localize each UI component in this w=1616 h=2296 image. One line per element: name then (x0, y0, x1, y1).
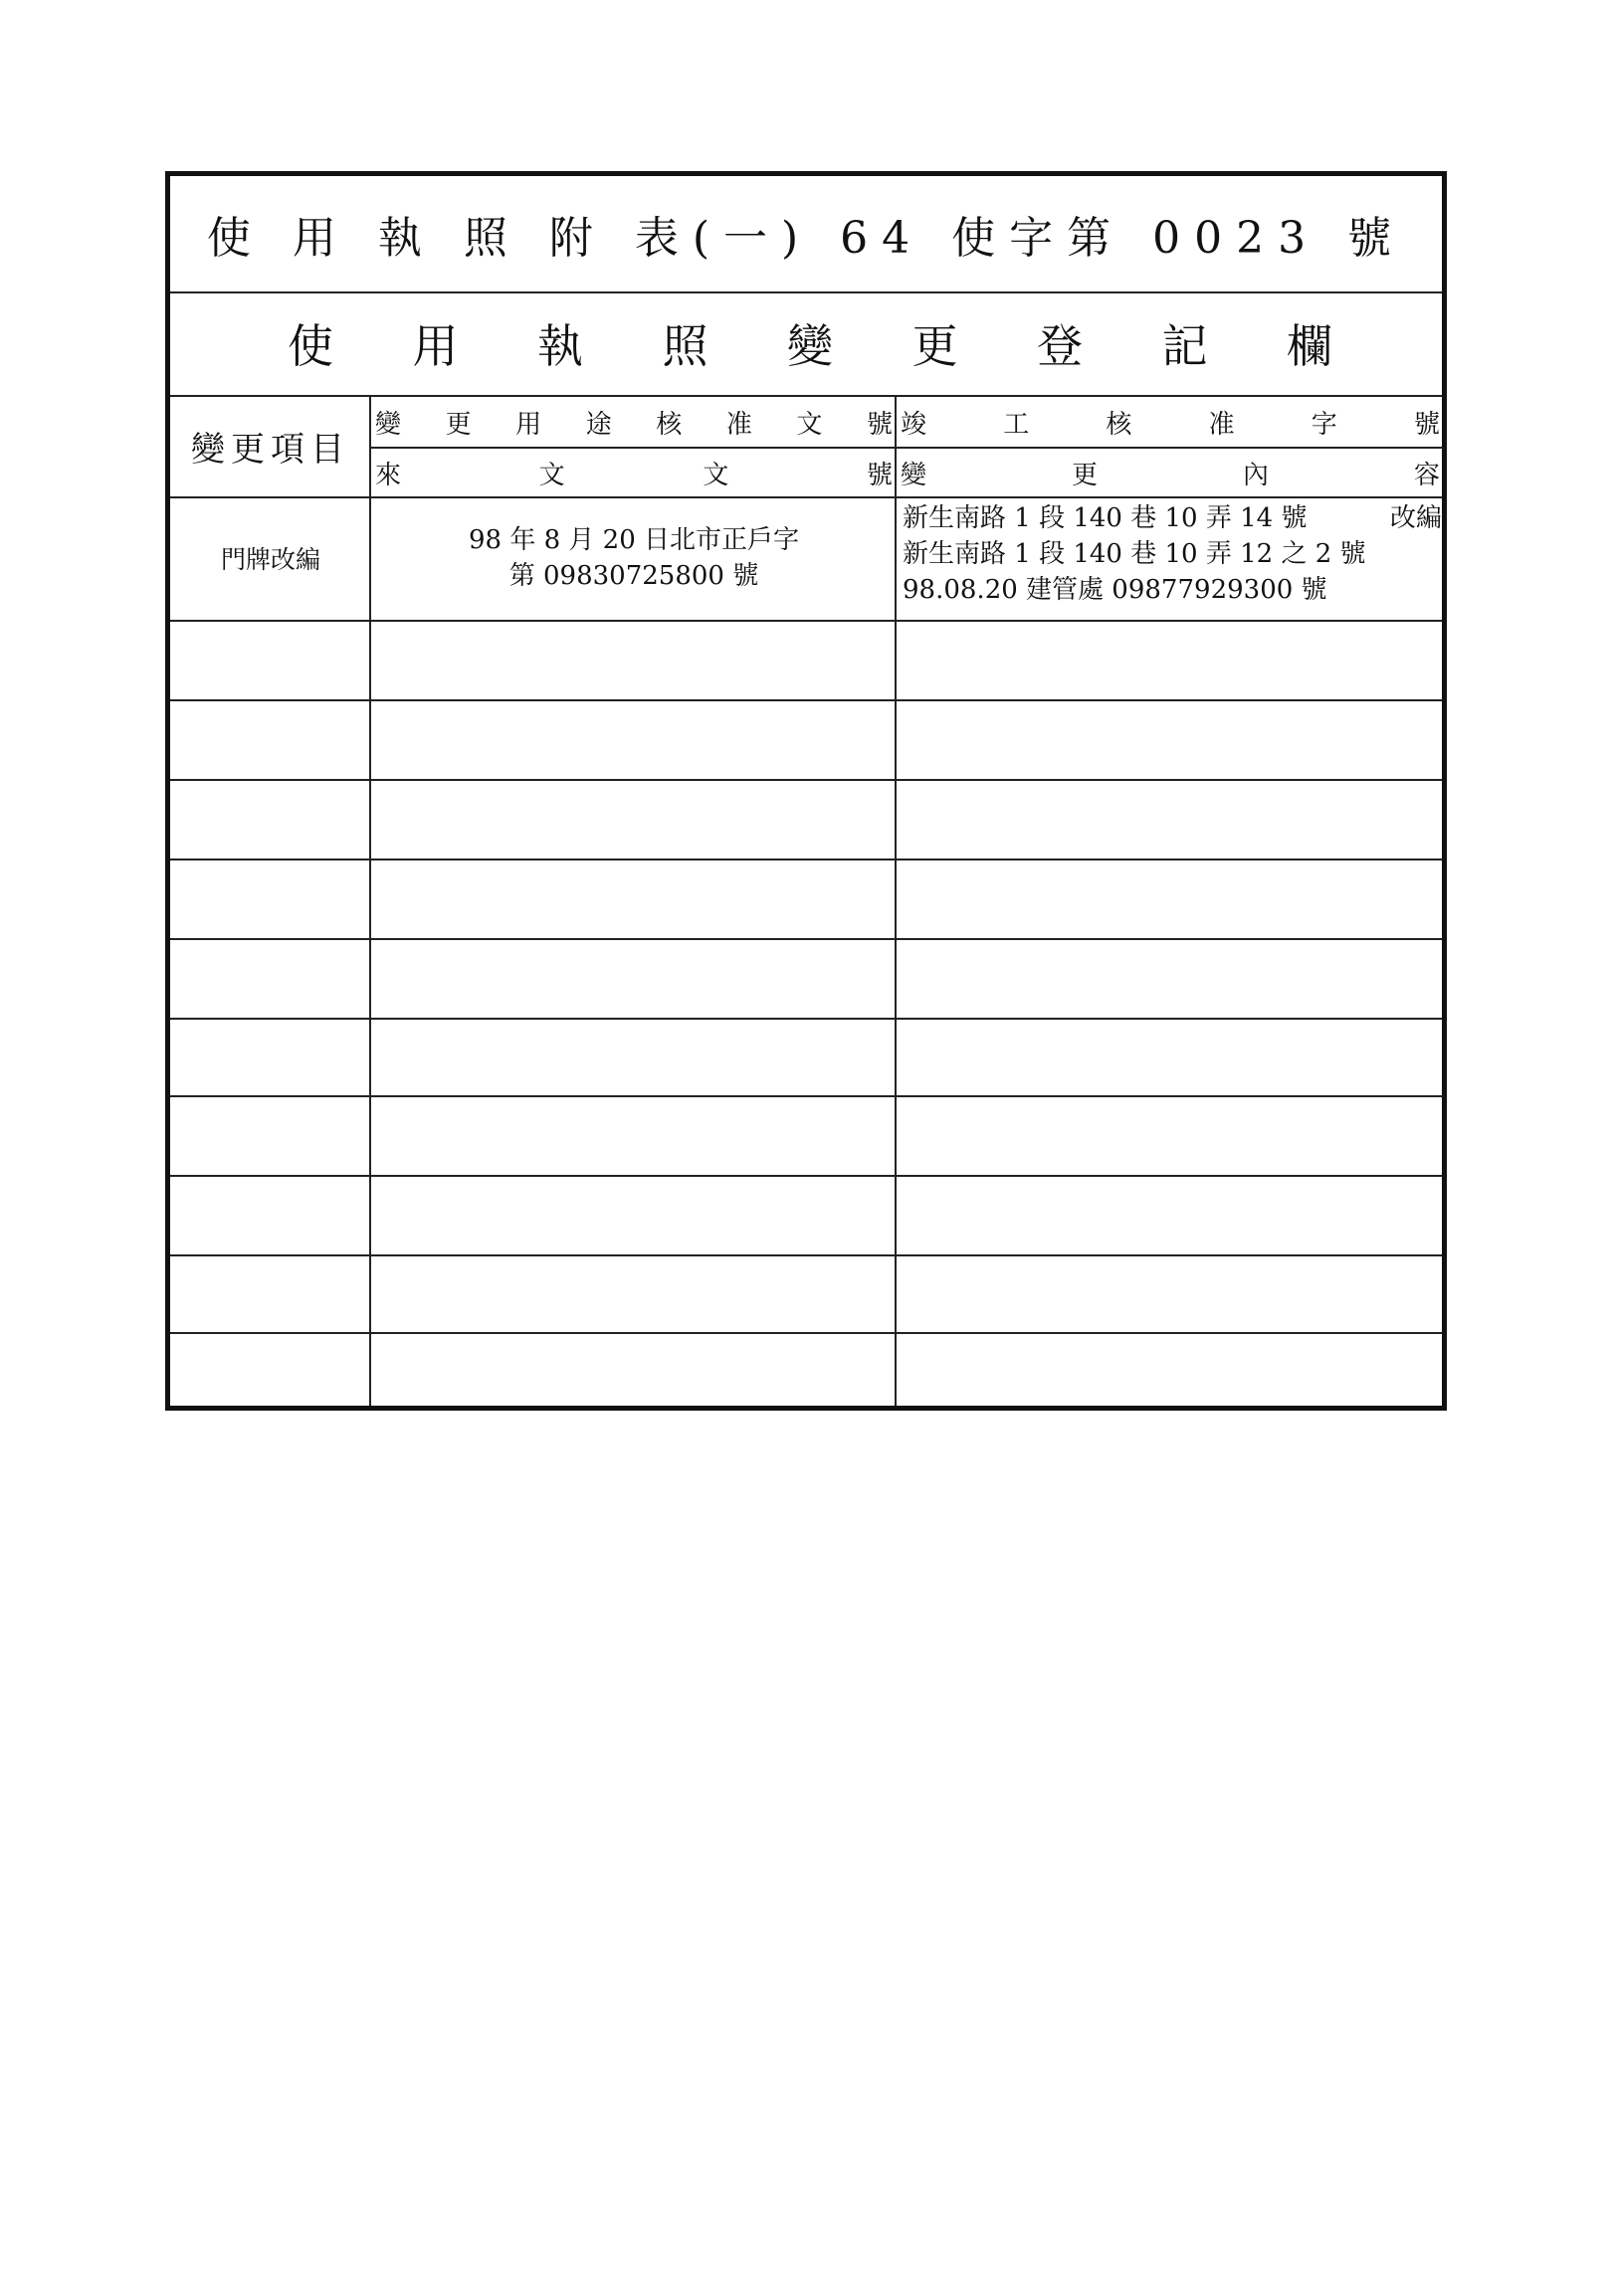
row-change-item: 門牌改編 (220, 545, 320, 574)
header-approval-no (373, 397, 895, 447)
header-char: 變 (375, 409, 402, 440)
divider (170, 1018, 1442, 1020)
divider (170, 1332, 1442, 1334)
divider (170, 779, 1442, 781)
divider (170, 859, 1442, 861)
source-line: 98 年 8 月 20 日北市正戶字 (468, 525, 800, 555)
change-registration-form (165, 171, 1447, 1411)
content-line: 98.08.20 建管處 09877929300 號 (903, 575, 1327, 605)
section-title-char: 變 (787, 319, 833, 373)
header-char: 內 (1242, 460, 1269, 490)
section-title-char: 照 (662, 319, 708, 373)
section-title-char: 更 (911, 319, 958, 373)
divider (170, 938, 1442, 940)
header-char: 准 (725, 409, 752, 440)
content-line: 新生南路 1 段 140 巷 10 弄 12 之 2 號 (903, 539, 1366, 569)
header-char: 容 (1413, 460, 1440, 490)
header-char: 文 (703, 460, 729, 490)
row-source-no (371, 496, 897, 620)
header-char: 號 (1413, 409, 1440, 440)
header-char: 更 (1071, 460, 1098, 490)
header-char: 用 (515, 409, 542, 440)
form-title: 使 用 執 照 附 表(一) 64 使字第 0023 號 (206, 213, 1406, 264)
header-char: 更 (445, 409, 472, 440)
header-char: 核 (656, 409, 683, 440)
header-char: 字 (1311, 409, 1337, 440)
divider (170, 1175, 1442, 1177)
header-change-item: 變更項目 (191, 429, 350, 470)
header-source-no (373, 449, 895, 496)
content-line (903, 500, 1442, 536)
content-tail: 改編 (1389, 503, 1442, 533)
header-char: 來 (375, 460, 402, 490)
divider (371, 447, 1442, 449)
source-line: 第 09830725800 號 (508, 561, 759, 591)
header-char: 竣 (901, 409, 927, 440)
header-change-content (899, 449, 1442, 496)
header-char: 號 (866, 460, 893, 490)
header-char: 文 (796, 409, 823, 440)
section-title-char: 記 (1161, 319, 1208, 373)
section-title-char: 執 (537, 319, 583, 373)
section-title-char: 欄 (1287, 319, 1332, 373)
header-char: 核 (1106, 409, 1132, 440)
section-title-char: 使 (288, 319, 333, 373)
divider (170, 699, 1442, 701)
header-completion-no (899, 397, 1442, 447)
column-divider (895, 395, 897, 1406)
header-char: 途 (585, 409, 612, 440)
header-char: 變 (901, 460, 927, 490)
header-char: 工 (1003, 409, 1030, 440)
header-char: 號 (866, 409, 893, 440)
divider (170, 620, 1442, 622)
divider (170, 1095, 1442, 1097)
section-title-char: 用 (412, 319, 459, 373)
header-char: 准 (1208, 409, 1235, 440)
section-title (170, 291, 1442, 395)
row-change-content (897, 496, 1442, 620)
content-text: 新生南路 1 段 140 巷 10 弄 14 號 (903, 503, 1308, 533)
divider (170, 1254, 1442, 1256)
column-divider (369, 395, 371, 1406)
section-title-char: 登 (1037, 319, 1083, 373)
header-char: 文 (538, 460, 565, 490)
